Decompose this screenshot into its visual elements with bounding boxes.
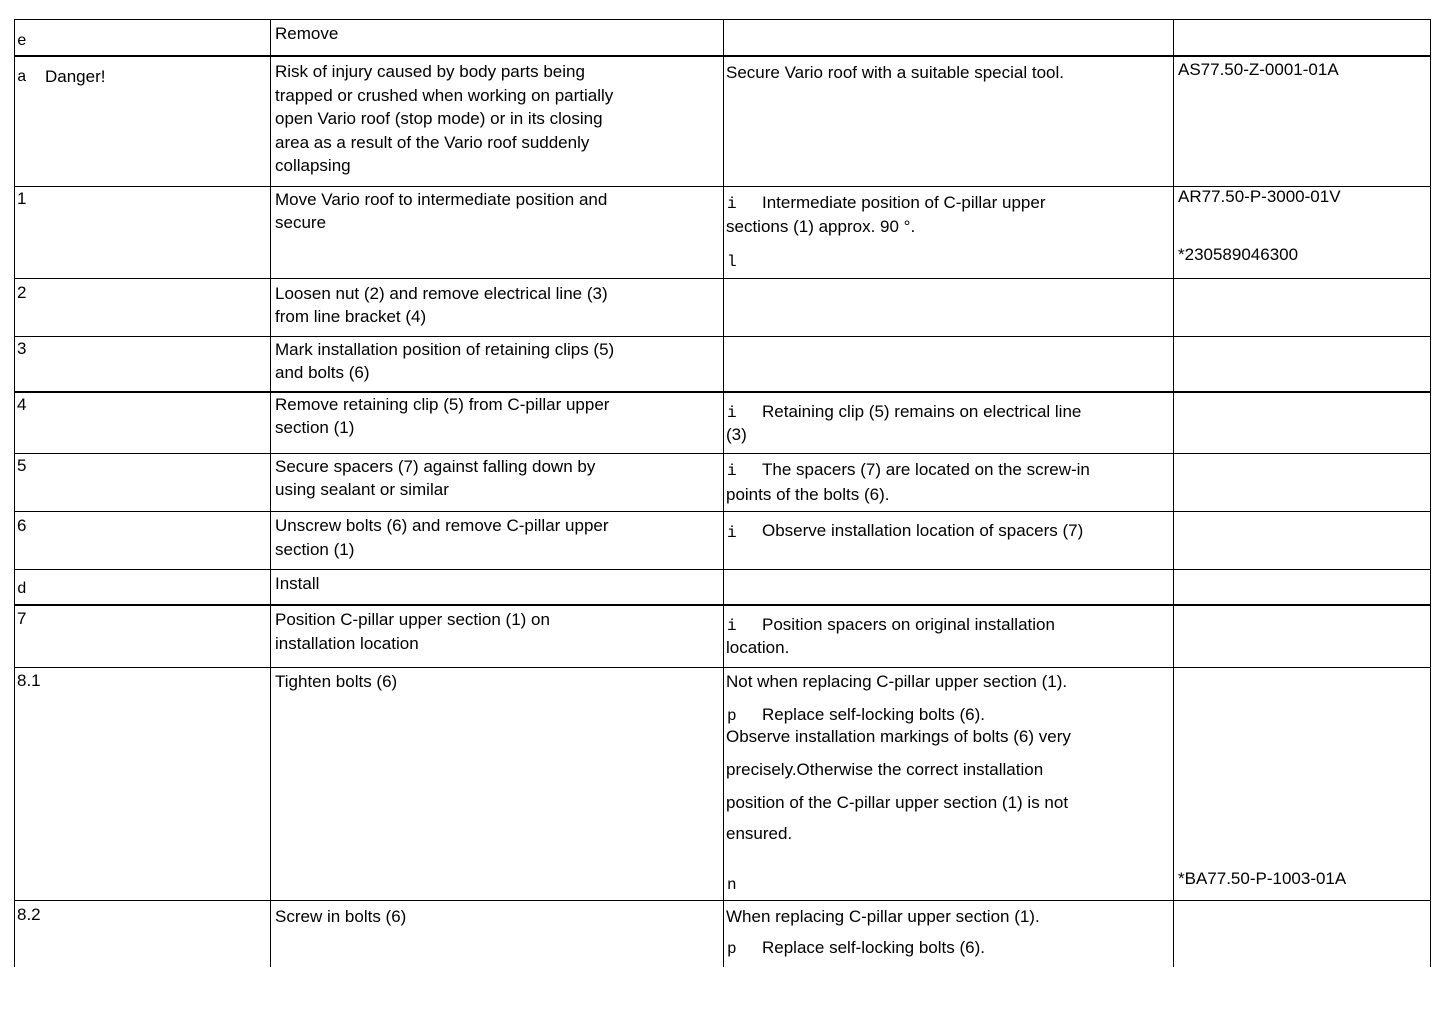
danger-icon: a (17, 68, 27, 86)
step-note: position of the C-pillar upper section (1) is not (726, 793, 1069, 812)
step-number: 7 (17, 609, 27, 628)
column-divider (723, 19, 724, 967)
step-description (275, 338, 614, 384)
step-note: Observe installation location of spacers (7) (762, 521, 1084, 540)
step-description-line: Unscrew bolts (6) and remove C-pillar upper (275, 516, 609, 535)
step-description-line: and bolts (6) (275, 363, 370, 382)
danger-description-line: open Vario roof (stop mode) or in its closing (275, 109, 603, 128)
step-number: 4 (17, 395, 27, 414)
danger-reference: AS77.50-Z-0001-01A (1178, 60, 1339, 79)
step-note: sections (1) approx. 90 °. (726, 217, 916, 236)
step-description (275, 608, 550, 655)
step-description-line: section (1) (275, 418, 355, 437)
step-number: 8.1 (17, 671, 41, 690)
step-description: Tighten bolts (6) (275, 672, 398, 691)
step-note: Retaining clip (5) remains on electrical line (762, 402, 1082, 421)
step-number: 1 (17, 189, 27, 208)
step-description-line: Remove retaining clip (5) from C-pillar upper (275, 395, 610, 414)
step-description-line: Mark installation position of retaining clips (5) (275, 340, 615, 359)
step-description-line: Secure spacers (7) against falling down by (275, 457, 596, 476)
step-note: Intermediate position of C-pillar upper (762, 193, 1046, 212)
section-marker-remove: e (17, 32, 27, 50)
section-title-install: Install (275, 574, 320, 593)
pointer-icon: p (727, 940, 737, 958)
step-note: The spacers (7) are located on the screw-in (762, 460, 1090, 479)
column-divider (14, 19, 15, 967)
step-description (275, 455, 595, 501)
step-description: Screw in bolts (6) (275, 907, 407, 926)
step-description (275, 393, 609, 439)
section-title-remove: Remove (275, 24, 339, 43)
illustration-marker: n (727, 876, 737, 894)
danger-description-line: area as a result of the Vario roof suddenly (275, 133, 590, 152)
step-reference: *230589046300 (1178, 245, 1299, 264)
info-icon: i (727, 617, 737, 635)
step-condition: When replacing C-pillar upper section (1). (726, 907, 1040, 926)
column-divider (1430, 19, 1431, 967)
step-note: ensured. (726, 824, 793, 843)
step-note: Observe installation markings of bolts (6) very (726, 727, 1071, 746)
step-description-line: Position C-pillar upper section (1) on (275, 610, 550, 629)
step-description-line: Move Vario roof to intermediate position and (275, 190, 608, 209)
step-note: Replace self-locking bolts (6). (762, 938, 985, 957)
step-description-line: Loosen nut (2) and remove electrical line (3) (275, 284, 608, 303)
step-number: 2 (17, 283, 27, 302)
step-description-line: section (1) (275, 540, 355, 559)
column-divider (270, 19, 271, 967)
danger-description (275, 60, 613, 177)
step-note: Replace self-locking bolts (6). (762, 705, 985, 724)
step-description (275, 282, 608, 328)
step-number: 6 (17, 516, 27, 535)
step-reference: *BA77.50-P-1003-01A (1178, 869, 1347, 888)
section-marker-install: d (17, 580, 27, 598)
info-icon: i (727, 195, 737, 213)
step-note: Position spacers on original installation (762, 615, 1055, 634)
illustration-marker: l (727, 253, 737, 271)
step-description (275, 514, 609, 561)
danger-description-line: Risk of injury caused by body parts being (275, 62, 585, 81)
danger-description-line: collapsing (275, 156, 351, 175)
danger-label: Danger! (45, 67, 106, 86)
step-description (275, 188, 607, 234)
step-number: 8.2 (17, 905, 41, 924)
step-description-line: installation location (275, 634, 419, 653)
danger-description-line: trapped or crushed when working on partially (275, 86, 614, 105)
step-number: 5 (17, 456, 27, 475)
step-description-line: using sealant or similar (275, 480, 449, 499)
info-icon: i (727, 462, 737, 480)
step-reference: AR77.50-P-3000-01V (1178, 187, 1341, 206)
step-note: points of the bolts (6). (726, 485, 890, 504)
danger-remedy: Secure Vario roof with a suitable special tool. (726, 63, 1064, 82)
step-note: location. (726, 638, 790, 657)
info-icon: i (727, 524, 737, 542)
step-note: precisely.Otherwise the correct installation (726, 760, 1044, 779)
step-description-line: secure (275, 213, 327, 232)
info-icon: i (727, 404, 737, 422)
step-condition: Not when replacing C-pillar upper section (1). (726, 672, 1068, 691)
step-number: 3 (17, 339, 27, 358)
step-description-line: from line bracket (4) (275, 307, 427, 326)
step-note: (3) (726, 425, 747, 444)
pointer-icon: p (727, 707, 737, 725)
column-divider (1173, 19, 1174, 967)
